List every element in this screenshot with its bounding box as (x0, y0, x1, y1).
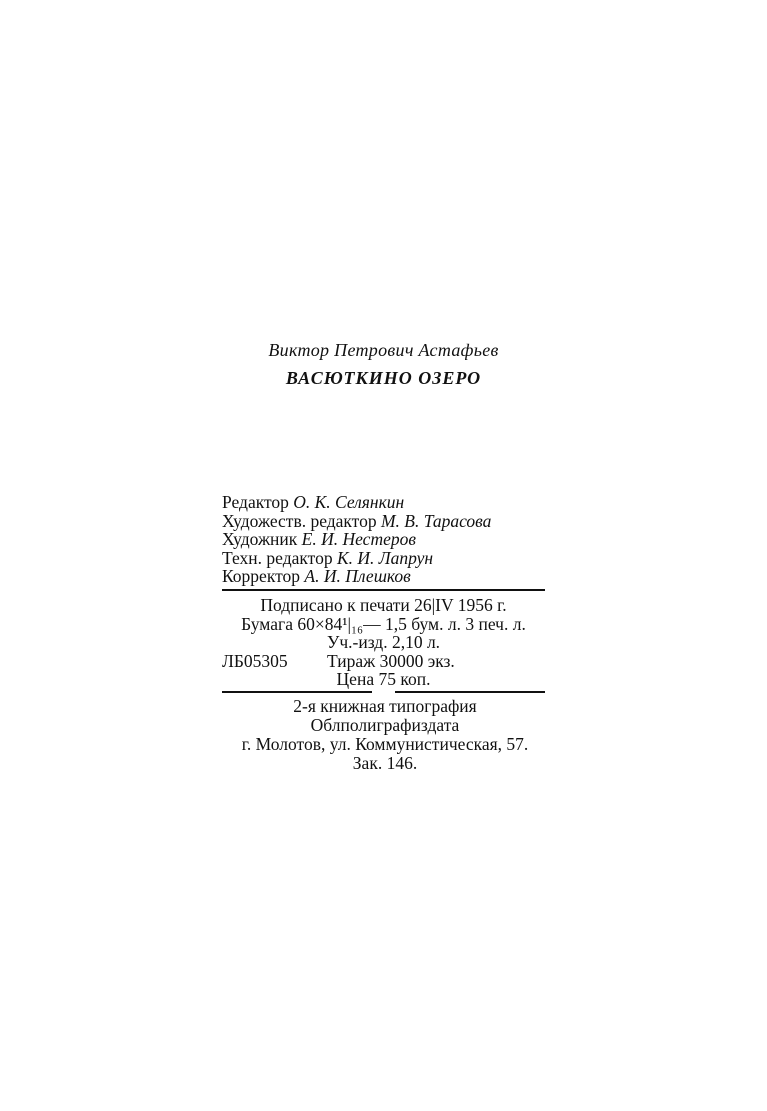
divider-rule-left (222, 691, 372, 693)
credit-person: К. И. Лапрун (336, 547, 434, 568)
printer-address: г. Молотов, ул. Коммунистическая, 57. (241, 734, 529, 754)
printer-block (200, 697, 570, 773)
credit-role: Редактор (222, 492, 289, 512)
credit-role: Корректор (222, 566, 301, 586)
printer-name: 2-я книжная типография (293, 696, 477, 716)
credit-editor (222, 493, 552, 512)
book-title: ВАСЮТКИНО ОЗЕРО (285, 368, 482, 388)
credit-role: Художник (222, 529, 298, 549)
imprint-block (222, 596, 545, 689)
signed-to-print: Подписано к печати 26|IV 1956 г. (260, 595, 507, 615)
publisher-sheets: Уч.-изд. 2,10 л. (326, 632, 441, 652)
credit-person: А. И. Плешков (304, 566, 411, 586)
credit-artist (222, 530, 552, 549)
credit-person: М. В. Тарасова (380, 510, 492, 531)
credit-proofreader (222, 567, 552, 586)
credit-tech-editor (222, 549, 552, 568)
paper-format: Бумага 60×84¹|₁₆— 1,5 бум. л. 3 печ. л. (241, 613, 526, 634)
credit-person: Е. И. Нестеров (301, 529, 416, 549)
catalog-code: ЛБ05305 (222, 650, 288, 671)
credit-role: Художеств. редактор (222, 510, 377, 531)
printer-org: Облполиграфиздата (310, 715, 460, 735)
credit-person: О. К. Селянкин (293, 492, 405, 512)
divider-rule (222, 589, 545, 591)
code-and-run (222, 652, 545, 671)
credit-art-editor (222, 512, 552, 531)
price: Цена 75 коп. (336, 669, 431, 689)
divider-rule-right (395, 691, 545, 693)
credits-block (222, 493, 552, 586)
order-number: Зак. 146. (352, 753, 418, 773)
credit-role: Техн. редактор (222, 547, 333, 568)
author-name: Виктор Петрович Астафьев (268, 340, 499, 360)
print-run: Тираж 30000 экз. (327, 650, 455, 671)
